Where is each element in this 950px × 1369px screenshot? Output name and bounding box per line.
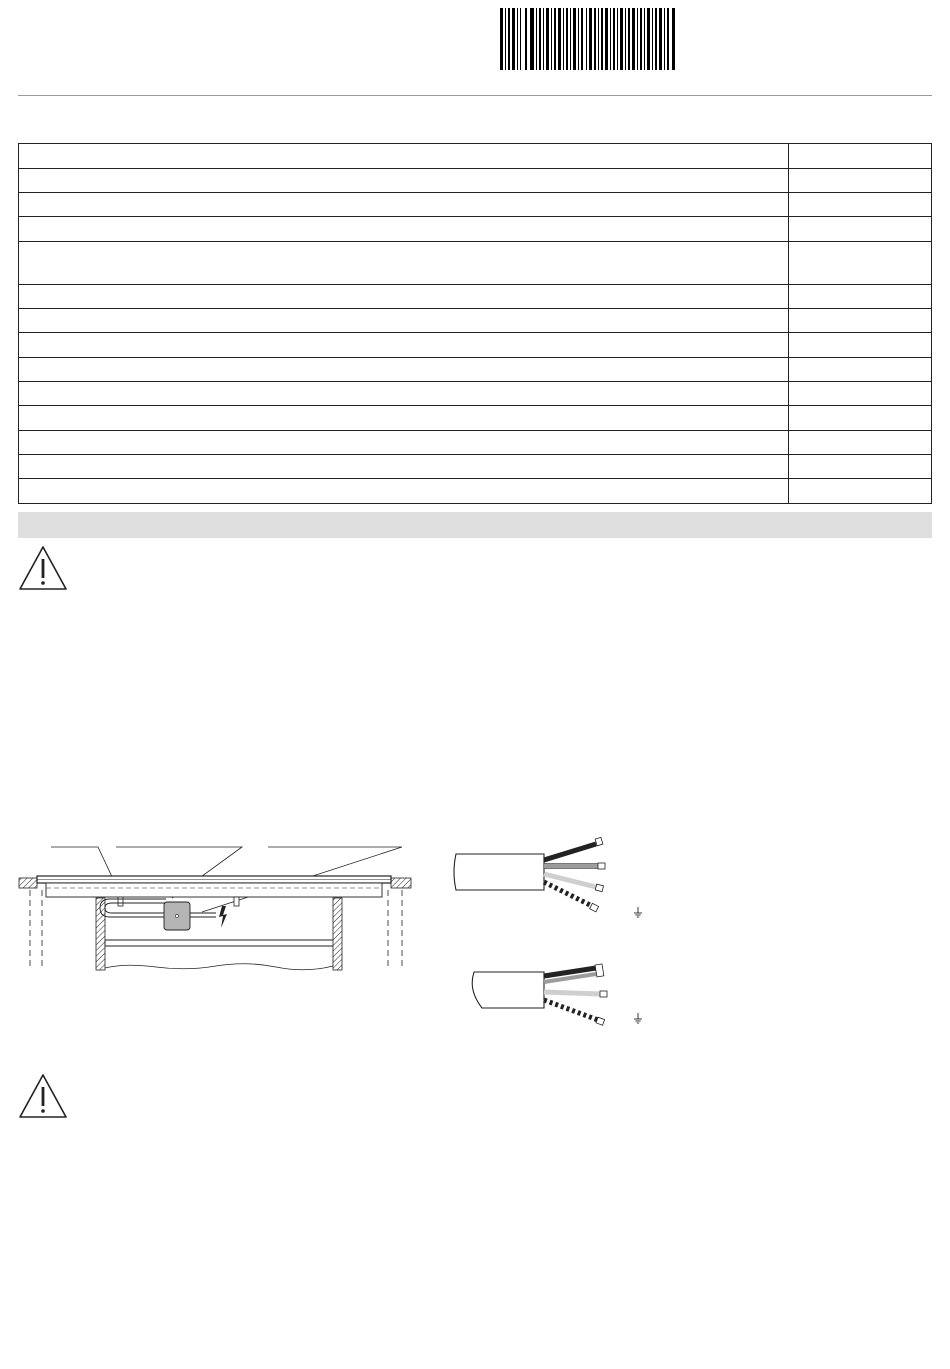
table-cell-value <box>789 217 932 242</box>
table-cell-label <box>19 455 789 479</box>
table-cell-label <box>19 431 789 455</box>
table-cell-label <box>19 406 789 431</box>
table-cell-label <box>19 242 789 285</box>
table-row <box>19 382 932 406</box>
table-cell-value <box>789 431 932 455</box>
table-row <box>19 309 932 333</box>
table-cell-value <box>789 285 932 309</box>
table-cell-value <box>789 333 932 358</box>
lightning-icon <box>219 906 227 928</box>
spec-table <box>18 143 932 504</box>
four-core-cable-illustration <box>450 834 660 924</box>
warning-triangle-icon <box>18 1073 68 1119</box>
table-cell-value <box>789 455 932 479</box>
table-row <box>19 455 932 479</box>
table-row <box>19 144 932 169</box>
table-row <box>19 169 932 193</box>
table-cell-label <box>19 309 789 333</box>
table-cell-value <box>789 309 932 333</box>
table-cell-label <box>19 193 789 217</box>
table-cell-label <box>19 285 789 309</box>
three-core-cable-illustration <box>466 962 656 1032</box>
table-row <box>19 358 932 382</box>
table-cell-label <box>19 169 789 193</box>
warning-triangle-icon <box>18 545 68 591</box>
table-row <box>19 217 932 242</box>
table-row <box>19 193 932 217</box>
table-cell-label <box>19 382 789 406</box>
section-header-band <box>18 512 932 538</box>
table-cell-label <box>19 479 789 504</box>
table-cell-value <box>789 406 932 431</box>
table-cell-value <box>789 169 932 193</box>
table-cell-label <box>19 217 789 242</box>
hob-installation-cross-section-illustration <box>16 838 422 974</box>
table-cell-label <box>19 358 789 382</box>
table-row <box>19 406 932 431</box>
table-cell-value <box>789 144 932 169</box>
table-cell-value <box>789 479 932 504</box>
table-row <box>19 285 932 309</box>
table-row <box>19 333 932 358</box>
ground-symbol-icon <box>634 907 642 917</box>
table-cell-value <box>789 193 932 217</box>
table-row <box>19 242 932 285</box>
table-row <box>19 479 932 504</box>
barcode-icon <box>498 8 678 70</box>
table-cell-value <box>789 242 932 285</box>
ground-symbol-icon <box>634 1013 642 1023</box>
header-divider <box>18 95 932 96</box>
table-row <box>19 431 932 455</box>
table-cell-value <box>789 358 932 382</box>
table-cell-label <box>19 144 789 169</box>
table-cell-label <box>19 333 789 358</box>
table-cell-value <box>789 382 932 406</box>
